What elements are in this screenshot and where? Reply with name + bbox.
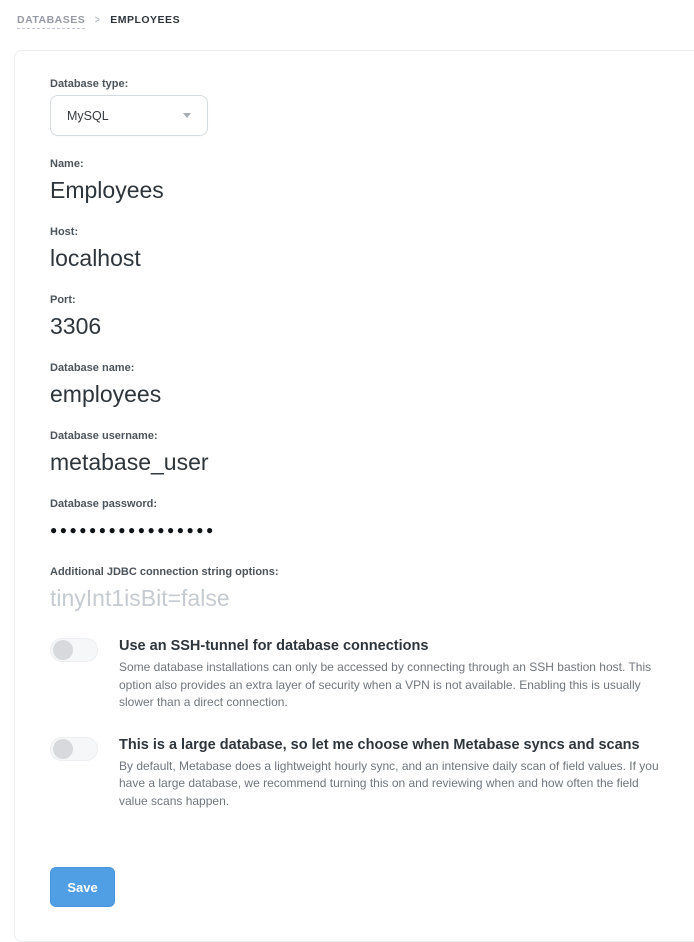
large-database-title: This is a large database, so let me choose when Metabase syncs and scans bbox=[119, 736, 640, 753]
database-name-input[interactable] bbox=[50, 379, 610, 409]
database-type-group bbox=[50, 77, 659, 136]
name-input[interactable] bbox=[50, 175, 610, 205]
large-database-description: By default, Metabase does a lightweight hourly sync, and an intensive daily scan of field values. If you have a large database, we recommend turning this on and reviewing when and how often the field value scans happen. bbox=[119, 758, 659, 808]
chevron-down-icon bbox=[183, 113, 191, 118]
database-name-label: Database name: bbox=[50, 362, 135, 374]
toggle-knob bbox=[53, 739, 73, 759]
large-database-section bbox=[50, 736, 659, 811]
database-type-select[interactable] bbox=[50, 95, 208, 136]
database-type-label: Database type: bbox=[50, 78, 129, 90]
toggle-knob bbox=[53, 640, 73, 660]
ssh-tunnel-description: Some database installations can only be accessed by connecting through an SSH bastion host. This option also provides an extra layer of security when a VPN is not available. Enabling this is usually slower than a direct connection. bbox=[119, 660, 652, 709]
database-username-label: Database username: bbox=[50, 430, 158, 442]
host-group bbox=[50, 225, 659, 273]
database-name-group bbox=[50, 361, 659, 409]
database-username-group bbox=[50, 429, 659, 477]
ssh-tunnel-title: Use an SSH-tunnel for database connections bbox=[119, 638, 429, 654]
breadcrumb bbox=[0, 0, 694, 50]
database-username-input[interactable] bbox=[50, 447, 610, 477]
database-form-card bbox=[14, 50, 694, 942]
ssh-tunnel-section bbox=[50, 637, 659, 712]
ssh-tunnel-toggle[interactable] bbox=[50, 638, 98, 662]
name-group bbox=[50, 157, 659, 205]
jdbc-options-group bbox=[50, 565, 659, 613]
save-button[interactable]: Save bbox=[50, 867, 115, 907]
jdbc-options-label: Additional JDBC connection string options: bbox=[50, 566, 279, 578]
port-input[interactable] bbox=[50, 311, 610, 341]
port-label: Port: bbox=[50, 294, 76, 306]
host-label: Host: bbox=[50, 226, 79, 238]
breadcrumb-current: EMPLOYEES bbox=[110, 14, 181, 26]
database-type-selected-value: MySQL bbox=[67, 108, 109, 123]
database-password-label: Database password: bbox=[50, 498, 157, 510]
port-group bbox=[50, 293, 659, 341]
large-database-toggle[interactable] bbox=[50, 737, 98, 761]
host-input[interactable] bbox=[50, 243, 610, 273]
jdbc-options-input[interactable] bbox=[50, 583, 610, 613]
database-password-group bbox=[50, 497, 659, 545]
database-password-input[interactable]: ●●●●●●●●●●●●●●●●● bbox=[50, 523, 216, 537]
breadcrumb-chevron-icon: > bbox=[95, 14, 101, 26]
breadcrumb-databases-link[interactable]: DATABASES bbox=[17, 14, 85, 29]
name-label: Name: bbox=[50, 158, 84, 170]
